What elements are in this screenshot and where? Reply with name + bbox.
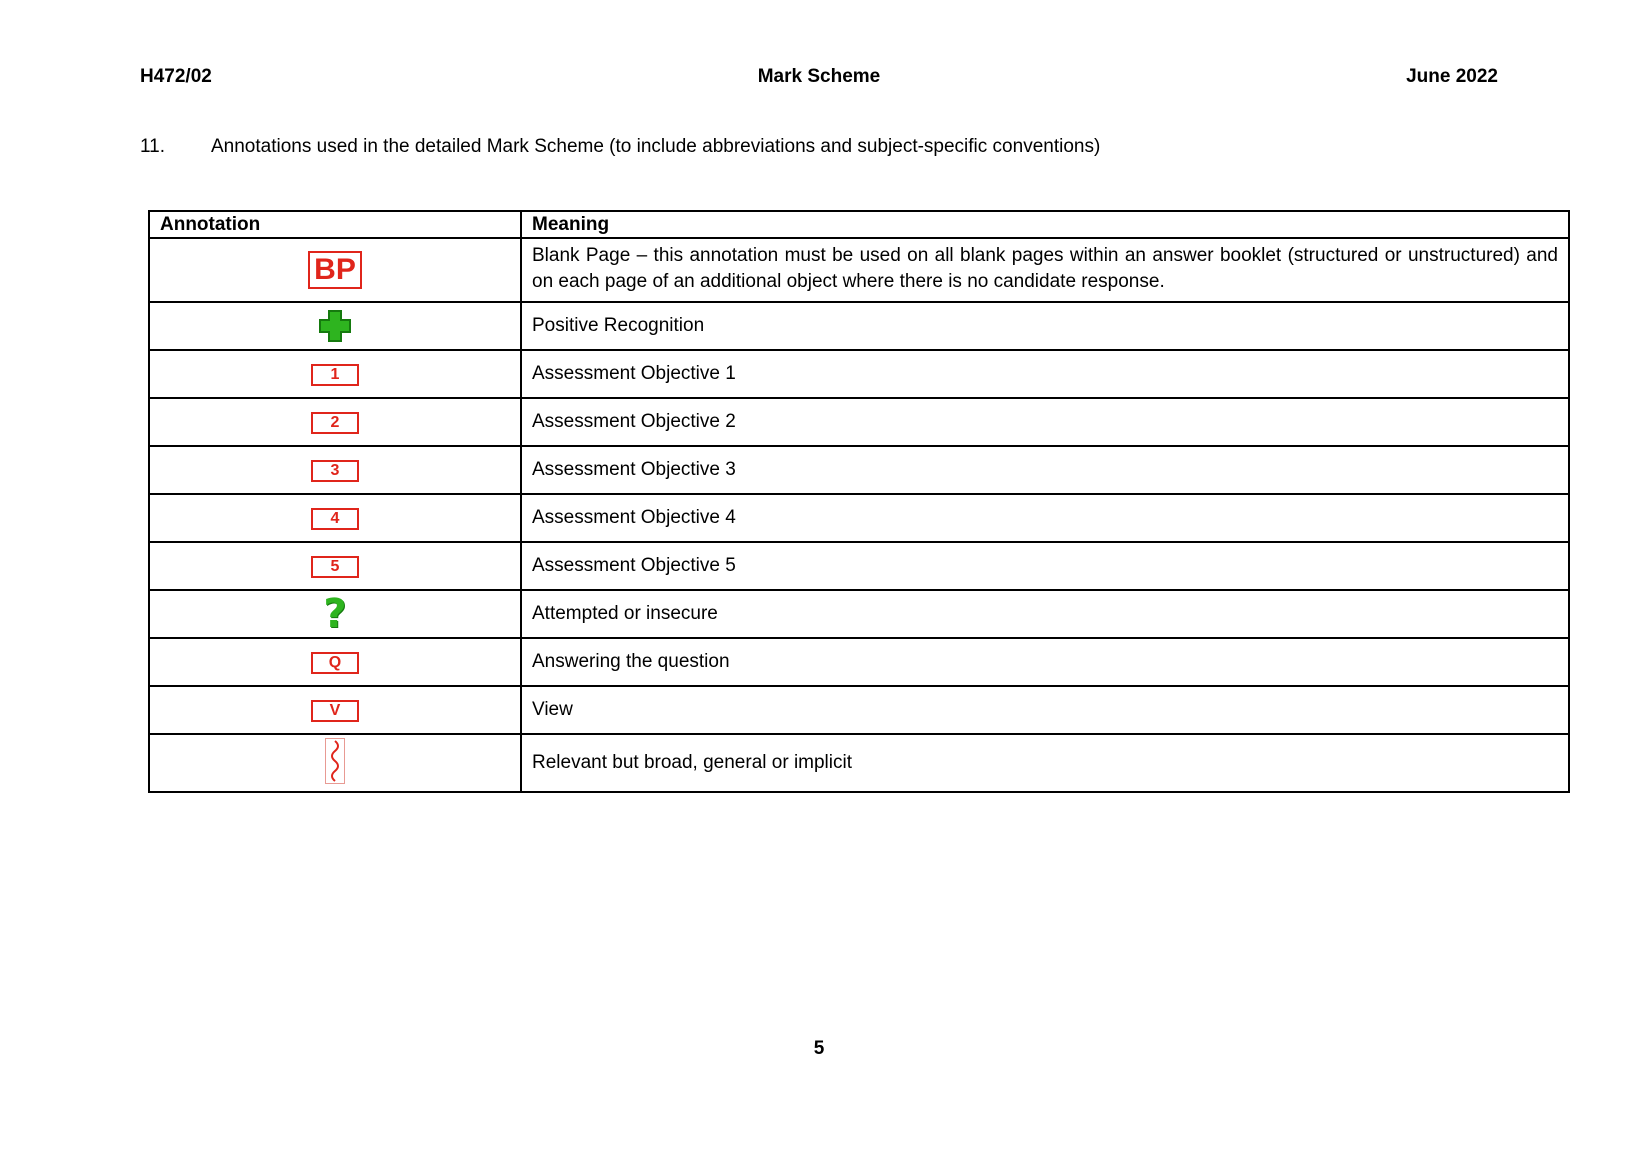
doc-date: June 2022 <box>1406 66 1498 87</box>
table-row <box>149 350 1569 398</box>
section-heading <box>140 136 1498 158</box>
v-label: V <box>329 701 341 719</box>
section-number: 11. <box>140 136 166 157</box>
assessment-objective-5-icon <box>311 556 359 578</box>
meaning-text: Assessment Objective 3 <box>521 446 1569 494</box>
blank-page-icon <box>308 251 362 289</box>
meaning-text: Assessment Objective 4 <box>521 494 1569 542</box>
meaning-text: Answering the question <box>521 638 1569 686</box>
question-mark-icon: ? <box>323 591 347 637</box>
table-row <box>149 590 1569 638</box>
ao3-label: 3 <box>330 461 340 479</box>
table-row <box>149 398 1569 446</box>
table-row <box>149 494 1569 542</box>
table-row <box>149 638 1569 686</box>
page-number: 5 <box>813 1038 825 1059</box>
ao1-label: 1 <box>330 365 340 383</box>
wavy-line-icon <box>325 738 345 784</box>
meaning-text: View <box>521 686 1569 734</box>
assessment-objective-2-icon <box>311 412 359 434</box>
table-row <box>149 446 1569 494</box>
doc-title: Mark Scheme <box>757 66 881 87</box>
meaning-text: Relevant but broad, general or implicit <box>521 734 1569 792</box>
assessment-objective-3-icon <box>311 460 359 482</box>
table-row <box>149 686 1569 734</box>
annotation-column-header: Annotation <box>149 211 521 238</box>
document-header <box>140 66 1498 90</box>
positive-recognition-plus-icon <box>160 308 510 344</box>
meaning-text: Assessment Objective 1 <box>521 350 1569 398</box>
q-label: Q <box>328 653 342 671</box>
assessment-objective-4-icon <box>311 508 359 530</box>
meaning-column-header: Meaning <box>521 211 1569 238</box>
table-row <box>149 302 1569 350</box>
table-header-row <box>149 211 1569 238</box>
assessment-objective-1-icon <box>311 364 359 386</box>
section-title: Annotations used in the detailed Mark Scheme (to include abbreviations and subject-specific conventions) <box>211 136 1101 157</box>
bp-stamp-label: BP <box>314 253 356 286</box>
meaning-text: Positive Recognition <box>521 302 1569 350</box>
doc-code: H472/02 <box>140 66 212 87</box>
ao5-label: 5 <box>330 557 340 575</box>
annotations-table <box>148 210 1570 793</box>
answering-question-icon <box>311 652 359 674</box>
meaning-text: Attempted or insecure <box>521 590 1569 638</box>
view-icon <box>311 700 359 722</box>
meaning-text: Blank Page – this annotation must be used on all blank pages within an answer booklet (structured or unstructured) and on each page of an additional object where there is no candidate response. <box>521 238 1569 302</box>
meaning-text: Assessment Objective 2 <box>521 398 1569 446</box>
table-row <box>149 238 1569 302</box>
meaning-text: Assessment Objective 5 <box>521 542 1569 590</box>
page-footer <box>0 1038 1638 1060</box>
table-row <box>149 542 1569 590</box>
ao4-label: 4 <box>330 509 340 527</box>
ao2-label: 2 <box>330 413 340 431</box>
table-row <box>149 734 1569 792</box>
